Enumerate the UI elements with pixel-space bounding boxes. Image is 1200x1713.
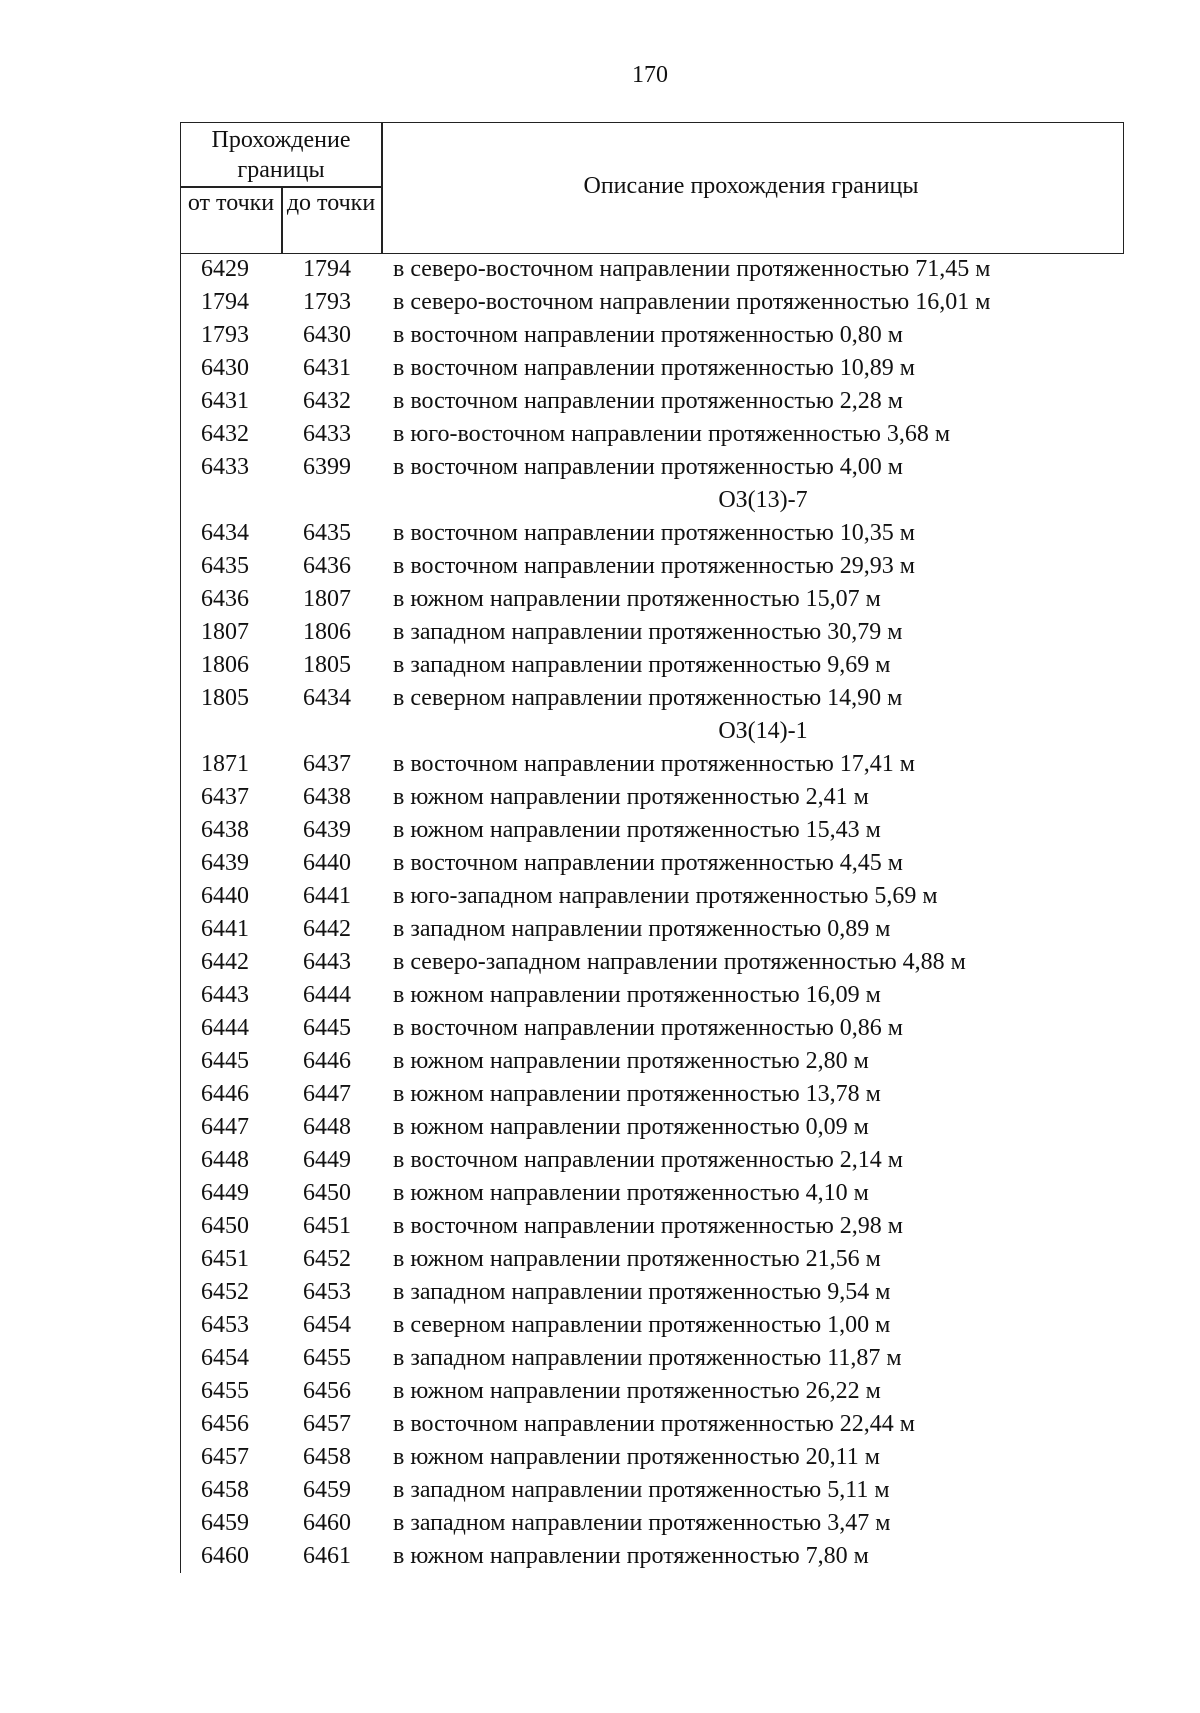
boundary-description: в юго-восточном направлении протяженностью 3,68 м [393, 421, 951, 447]
point-from: 6440 [201, 883, 249, 909]
point-to: 6443 [303, 949, 351, 975]
boundary-description: в южном направлении протяженностью 2,80 м [393, 1048, 869, 1074]
table-row [181, 253, 1125, 286]
table-row [181, 352, 1125, 385]
table-row [181, 649, 1125, 682]
point-from: 6433 [201, 454, 249, 480]
table-row [181, 517, 1125, 550]
table-row [181, 286, 1125, 319]
point-to: 6451 [303, 1213, 351, 1239]
page-number: 170 [632, 62, 668, 88]
point-to: 6455 [303, 1345, 351, 1371]
boundary-description: в западном направлении протяженностью 5,11 м [393, 1477, 890, 1503]
point-from: 1806 [201, 652, 249, 678]
point-from: 6432 [201, 421, 249, 447]
boundary-description: в южном направлении протяженностью 15,07 м [393, 586, 881, 612]
point-to: 6399 [303, 454, 351, 480]
boundary-description: в восточном направлении протяженностью 0,80 м [393, 322, 903, 348]
point-from: 6431 [201, 388, 249, 414]
table-row [181, 1012, 1125, 1045]
point-from: 6457 [201, 1444, 249, 1470]
boundary-description: в восточном направлении протяженностью 4,00 м [393, 454, 903, 480]
point-from: 6460 [201, 1543, 249, 1569]
point-to: 6444 [303, 982, 351, 1008]
table-row [181, 814, 1125, 847]
point-to: 6446 [303, 1048, 351, 1074]
point-from: 6442 [201, 949, 249, 975]
point-to: 6447 [303, 1081, 351, 1107]
table-row [181, 847, 1125, 880]
point-from: 1805 [201, 685, 249, 711]
table-row [181, 781, 1125, 814]
boundary-description: в южном направлении протяженностью 4,10 м [393, 1180, 869, 1206]
header-from-label: от точки [187, 190, 275, 216]
table-row [181, 682, 1125, 715]
table-row [181, 979, 1125, 1012]
header-to-label: до точки [286, 190, 376, 216]
point-from: 6439 [201, 850, 249, 876]
table-row [181, 1408, 1125, 1441]
point-from: 6458 [201, 1477, 249, 1503]
point-from: 6437 [201, 784, 249, 810]
boundary-description: в западном направлении протяженностью 9,54 м [393, 1279, 891, 1305]
point-to: 6434 [303, 685, 351, 711]
table-row [181, 616, 1125, 649]
point-to: 6456 [303, 1378, 351, 1404]
point-from: 6447 [201, 1114, 249, 1140]
point-from: 1807 [201, 619, 249, 645]
point-from: 6445 [201, 1048, 249, 1074]
point-from: 1794 [201, 289, 249, 315]
table-row [181, 1276, 1125, 1309]
boundary-description: в западном направлении протяженностью 9,69 м [393, 652, 891, 678]
section-title: ОЗ(13)-7 [718, 487, 808, 513]
header-group-label: Прохождение границы [211, 127, 351, 183]
table-row [181, 1144, 1125, 1177]
point-from: 6459 [201, 1510, 249, 1536]
table-row [181, 748, 1125, 781]
table-row [181, 1243, 1125, 1276]
table-row [181, 1441, 1125, 1474]
point-from: 6455 [201, 1378, 249, 1404]
point-to: 1805 [303, 652, 351, 678]
boundary-description: в южном направлении протяженностью 26,22 м [393, 1378, 881, 1404]
point-to: 6431 [303, 355, 351, 381]
boundary-description: в восточном направлении протяженностью 0,86 м [393, 1015, 903, 1041]
point-from: 6456 [201, 1411, 249, 1437]
table-row [181, 1375, 1125, 1408]
point-to: 6437 [303, 751, 351, 777]
boundary-description: в южном направлении протяженностью 13,78 м [393, 1081, 881, 1107]
boundary-description: в южном направлении протяженностью 15,43 м [393, 817, 881, 843]
table-row [181, 319, 1125, 352]
boundary-description: в восточном направлении протяженностью 22,44 м [393, 1411, 915, 1437]
point-to: 6440 [303, 850, 351, 876]
table-body [180, 253, 1125, 1573]
boundary-description: в северном направлении протяженностью 1,00 м [393, 1312, 891, 1338]
point-from: 1871 [201, 751, 249, 777]
point-to: 6457 [303, 1411, 351, 1437]
boundary-description: в северо-восточном направлении протяженностью 16,01 м [393, 289, 991, 315]
table-row [181, 583, 1125, 616]
table-header [180, 122, 1124, 254]
table-row [181, 946, 1125, 979]
point-to: 6445 [303, 1015, 351, 1041]
point-to: 1793 [303, 289, 351, 315]
table-row [181, 451, 1125, 484]
point-to: 1806 [303, 619, 351, 645]
point-to: 6438 [303, 784, 351, 810]
boundary-description: в южном направлении протяженностью 21,56 м [393, 1246, 881, 1272]
boundary-description: в западном направлении протяженностью 3,47 м [393, 1510, 891, 1536]
boundary-description: в восточном направлении протяженностью 10,89 м [393, 355, 915, 381]
point-to: 6458 [303, 1444, 351, 1470]
section-title: ОЗ(14)-1 [718, 718, 808, 744]
point-to: 6459 [303, 1477, 351, 1503]
boundary-description: в восточном направлении протяженностью 2,98 м [393, 1213, 903, 1239]
point-from: 1793 [201, 322, 249, 348]
point-from: 6434 [201, 520, 249, 546]
point-to: 1794 [303, 256, 351, 282]
table-row [181, 1045, 1125, 1078]
table-row [181, 1342, 1125, 1375]
point-to: 6435 [303, 520, 351, 546]
table-row [181, 880, 1125, 913]
point-to: 6430 [303, 322, 351, 348]
boundary-description: в северо-западном направлении протяженностью 4,88 м [393, 949, 966, 975]
point-from: 6453 [201, 1312, 249, 1338]
point-to: 6452 [303, 1246, 351, 1272]
point-to: 6460 [303, 1510, 351, 1536]
point-to: 6433 [303, 421, 351, 447]
boundary-description: в южном направлении протяженностью 20,11 м [393, 1444, 880, 1470]
table-row [181, 1474, 1125, 1507]
point-from: 6446 [201, 1081, 249, 1107]
point-from: 6438 [201, 817, 249, 843]
table-row [181, 1309, 1125, 1342]
boundary-description: в южном направлении протяженностью 16,09 м [393, 982, 881, 1008]
table-row [181, 1111, 1125, 1144]
point-from: 6448 [201, 1147, 249, 1173]
boundary-description: в восточном направлении протяженностью 2,28 м [393, 388, 903, 414]
point-to: 6442 [303, 916, 351, 942]
table-row [181, 1177, 1125, 1210]
table-row [181, 1540, 1125, 1573]
table-row [181, 1507, 1125, 1540]
boundary-description: в южном направлении протяженностью 2,41 м [393, 784, 869, 810]
point-to: 6436 [303, 553, 351, 579]
table-row [181, 550, 1125, 583]
point-to: 6453 [303, 1279, 351, 1305]
point-to: 6441 [303, 883, 351, 909]
table-row [181, 1210, 1125, 1243]
point-from: 6443 [201, 982, 249, 1008]
table-row [181, 913, 1125, 946]
header-description-label: Описание прохождения границы [583, 173, 919, 199]
point-from: 6430 [201, 355, 249, 381]
boundary-description: в северо-восточном направлении протяженностью 71,45 м [393, 256, 991, 282]
section-title-row [181, 484, 1125, 517]
point-from: 6436 [201, 586, 249, 612]
boundary-description: в восточном направлении протяженностью 17,41 м [393, 751, 915, 777]
point-to: 6448 [303, 1114, 351, 1140]
point-from: 6441 [201, 916, 249, 942]
boundary-description: в восточном направлении протяженностью 2,14 м [393, 1147, 903, 1173]
point-from: 6435 [201, 553, 249, 579]
boundary-description: в южном направлении протяженностью 7,80 м [393, 1543, 869, 1569]
point-from: 6450 [201, 1213, 249, 1239]
point-from: 6454 [201, 1345, 249, 1371]
point-from: 6444 [201, 1015, 249, 1041]
point-to: 6439 [303, 817, 351, 843]
point-to: 6449 [303, 1147, 351, 1173]
boundary-description: в восточном направлении протяженностью 29,93 м [393, 553, 915, 579]
point-from: 6452 [201, 1279, 249, 1305]
boundary-description: в северном направлении протяженностью 14,90 м [393, 685, 903, 711]
point-to: 6450 [303, 1180, 351, 1206]
boundary-description: в южном направлении протяженностью 0,09 м [393, 1114, 869, 1140]
boundary-description: в восточном направлении протяженностью 10,35 м [393, 520, 915, 546]
table-row [181, 385, 1125, 418]
point-from: 6429 [201, 256, 249, 282]
point-to: 6432 [303, 388, 351, 414]
point-to: 6461 [303, 1543, 351, 1569]
section-title-row [181, 715, 1125, 748]
point-to: 1807 [303, 586, 351, 612]
boundary-description: в восточном направлении протяженностью 4,45 м [393, 850, 903, 876]
boundary-description: в западном направлении протяженностью 30,79 м [393, 619, 903, 645]
point-from: 6449 [201, 1180, 249, 1206]
table-row [181, 1078, 1125, 1111]
point-to: 6454 [303, 1312, 351, 1338]
boundary-description: в западном направлении протяженностью 11,87 м [393, 1345, 902, 1371]
point-from: 6451 [201, 1246, 249, 1272]
boundary-description: в юго-западном направлении протяженностью 5,69 м [393, 883, 938, 909]
boundary-description: в западном направлении протяженностью 0,89 м [393, 916, 891, 942]
table-row [181, 418, 1125, 451]
